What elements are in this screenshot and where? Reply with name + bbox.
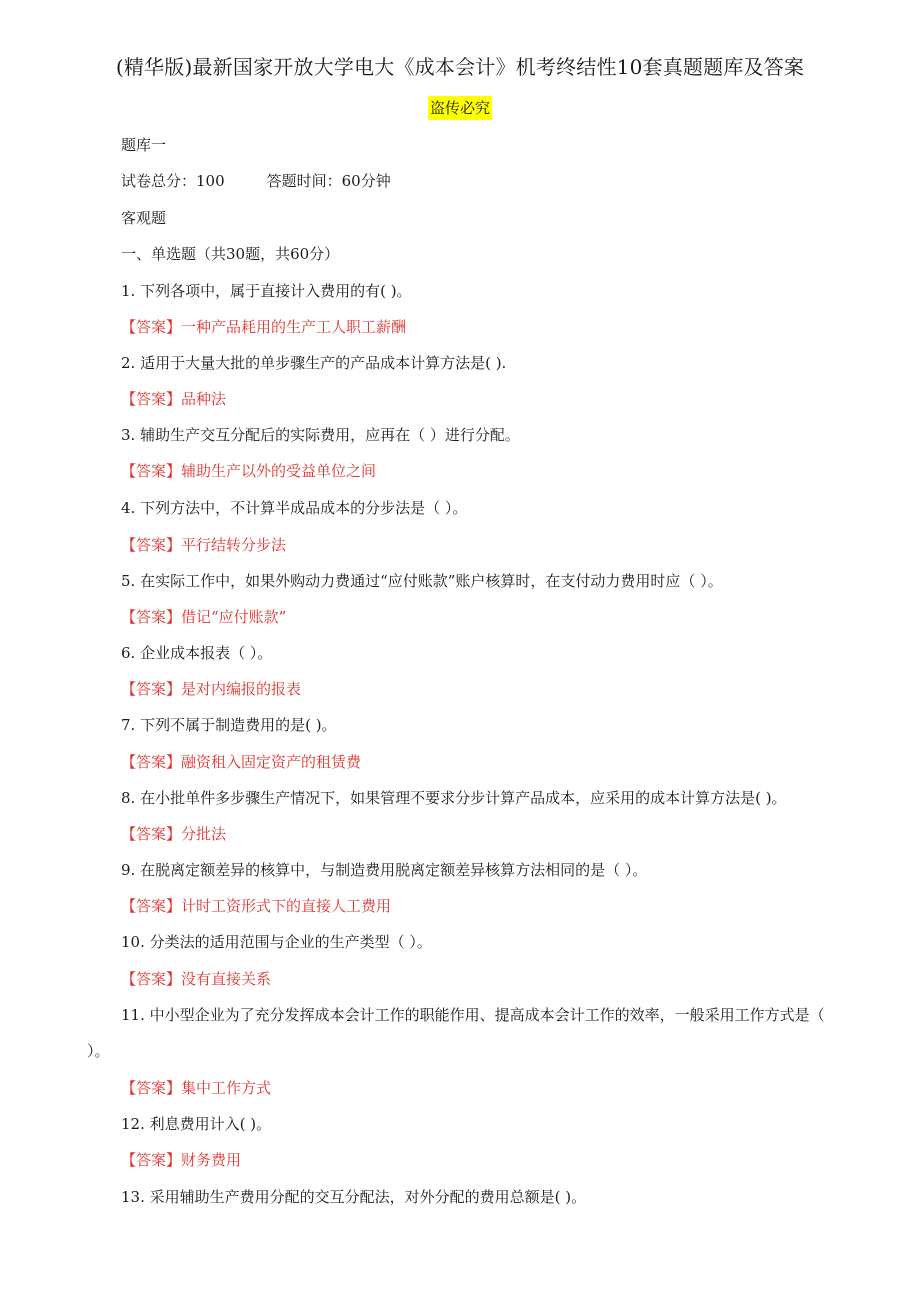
total-score: 试卷总分：100 <box>121 172 225 190</box>
exam-time: 答题时间：60分钟 <box>266 172 391 190</box>
anti-piracy-stamp: 盗传必究 <box>428 96 492 120</box>
question-4: 4. 下列方法中，不计算半成品成本的分步法是（ ）。 <box>121 499 468 517</box>
question-bank-label: 题库一 <box>121 136 167 154</box>
answer-text: 借记“应付账款” <box>181 608 287 626</box>
answer-tag: 【答案】 <box>121 1151 182 1169</box>
question-12: 12. 利息费用计入( )。 <box>121 1115 272 1133</box>
answer-tag: 【答案】 <box>121 753 182 771</box>
answer-8 <box>121 823 226 845</box>
answer-text: 融资租入固定资产的租赁费 <box>181 753 362 771</box>
question-1: 1. 下列各项中，属于直接计入费用的有( )。 <box>121 282 412 300</box>
question-8: 8. 在小批单件多步骤生产情况下，如果管理不要求分步计算产品成本，应采用的成本计算方法是( )。 <box>121 789 787 807</box>
answer-7 <box>121 751 361 773</box>
answer-tag: 【答案】 <box>121 536 182 554</box>
answer-text: 没有直接关系 <box>181 970 272 988</box>
answer-12 <box>121 1149 241 1171</box>
answer-text: 品种法 <box>181 390 227 408</box>
answer-6 <box>121 678 301 700</box>
answer-text: 平行结转分步法 <box>181 536 287 554</box>
answer-text: 一种产品耗用的生产工人职工薪酬 <box>181 318 407 336</box>
question-13: 13. 采用辅助生产费用分配的交互分配法，对外分配的费用总额是( )。 <box>121 1188 587 1206</box>
question-10: 10. 分类法的适用范围与企业的生产类型（ ）。 <box>121 933 432 951</box>
answer-text: 集中工作方式 <box>181 1079 272 1097</box>
question-11: 11. 中小型企业为了充分发挥成本会计工作的职能作用、提高成本会计工作的效率，一般采用工作方式是（ ）。 <box>87 1006 825 1060</box>
answer-tag: 【答案】 <box>121 680 182 698</box>
answer-tag: 【答案】 <box>121 318 182 336</box>
question-9: 9. 在脱离定额差异的核算中，与制造费用脱离定额差异核算方法相同的是（ ）。 <box>121 861 648 879</box>
subsection-heading: 一、单选题（共30题，共60分） <box>121 245 340 263</box>
answer-tag: 【答案】 <box>121 462 182 480</box>
answer-text: 财务费用 <box>181 1151 242 1169</box>
answer-1 <box>121 316 406 338</box>
answer-11 <box>121 1077 271 1099</box>
answer-tag: 【答案】 <box>121 897 182 915</box>
answer-tag: 【答案】 <box>121 1079 182 1097</box>
answer-2 <box>121 388 226 410</box>
answer-3 <box>121 460 376 482</box>
answer-10 <box>121 968 271 990</box>
answer-4 <box>121 534 286 556</box>
stamp-wrapper <box>0 96 920 120</box>
question-6: 6. 企业成本报表（ ）。 <box>121 644 273 662</box>
section-heading: 客观题 <box>121 209 167 227</box>
question-5: 5. 在实际工作中，如果外购动力费通过“应付账款”账户核算时，在支付动力费用时应（ ）。 <box>121 572 723 590</box>
exam-meta <box>121 170 391 192</box>
answer-tag: 【答案】 <box>121 608 182 626</box>
answer-text: 计时工资形式下的直接人工费用 <box>181 897 392 915</box>
question-7: 7. 下列不属于制造费用的是( )。 <box>121 716 337 734</box>
answer-9 <box>121 895 391 917</box>
question-2: 2. 适用于大量大批的单步骤生产的产品成本计算方法是( ). <box>121 354 507 372</box>
answer-text: 辅助生产以外的受益单位之间 <box>181 462 377 480</box>
answer-text: 分批法 <box>181 825 227 843</box>
answer-tag: 【答案】 <box>121 825 182 843</box>
document-title: (精华版)最新国家开放大学电大《成本会计》机考终结性10套真题题库及答案 <box>115 55 805 79</box>
answer-5 <box>121 606 286 628</box>
question-3: 3. 辅助生产交互分配后的实际费用，应再在（ ）进行分配。 <box>121 426 520 444</box>
answer-text: 是对内编报的报表 <box>181 680 302 698</box>
answer-tag: 【答案】 <box>121 970 182 988</box>
answer-tag: 【答案】 <box>121 390 182 408</box>
